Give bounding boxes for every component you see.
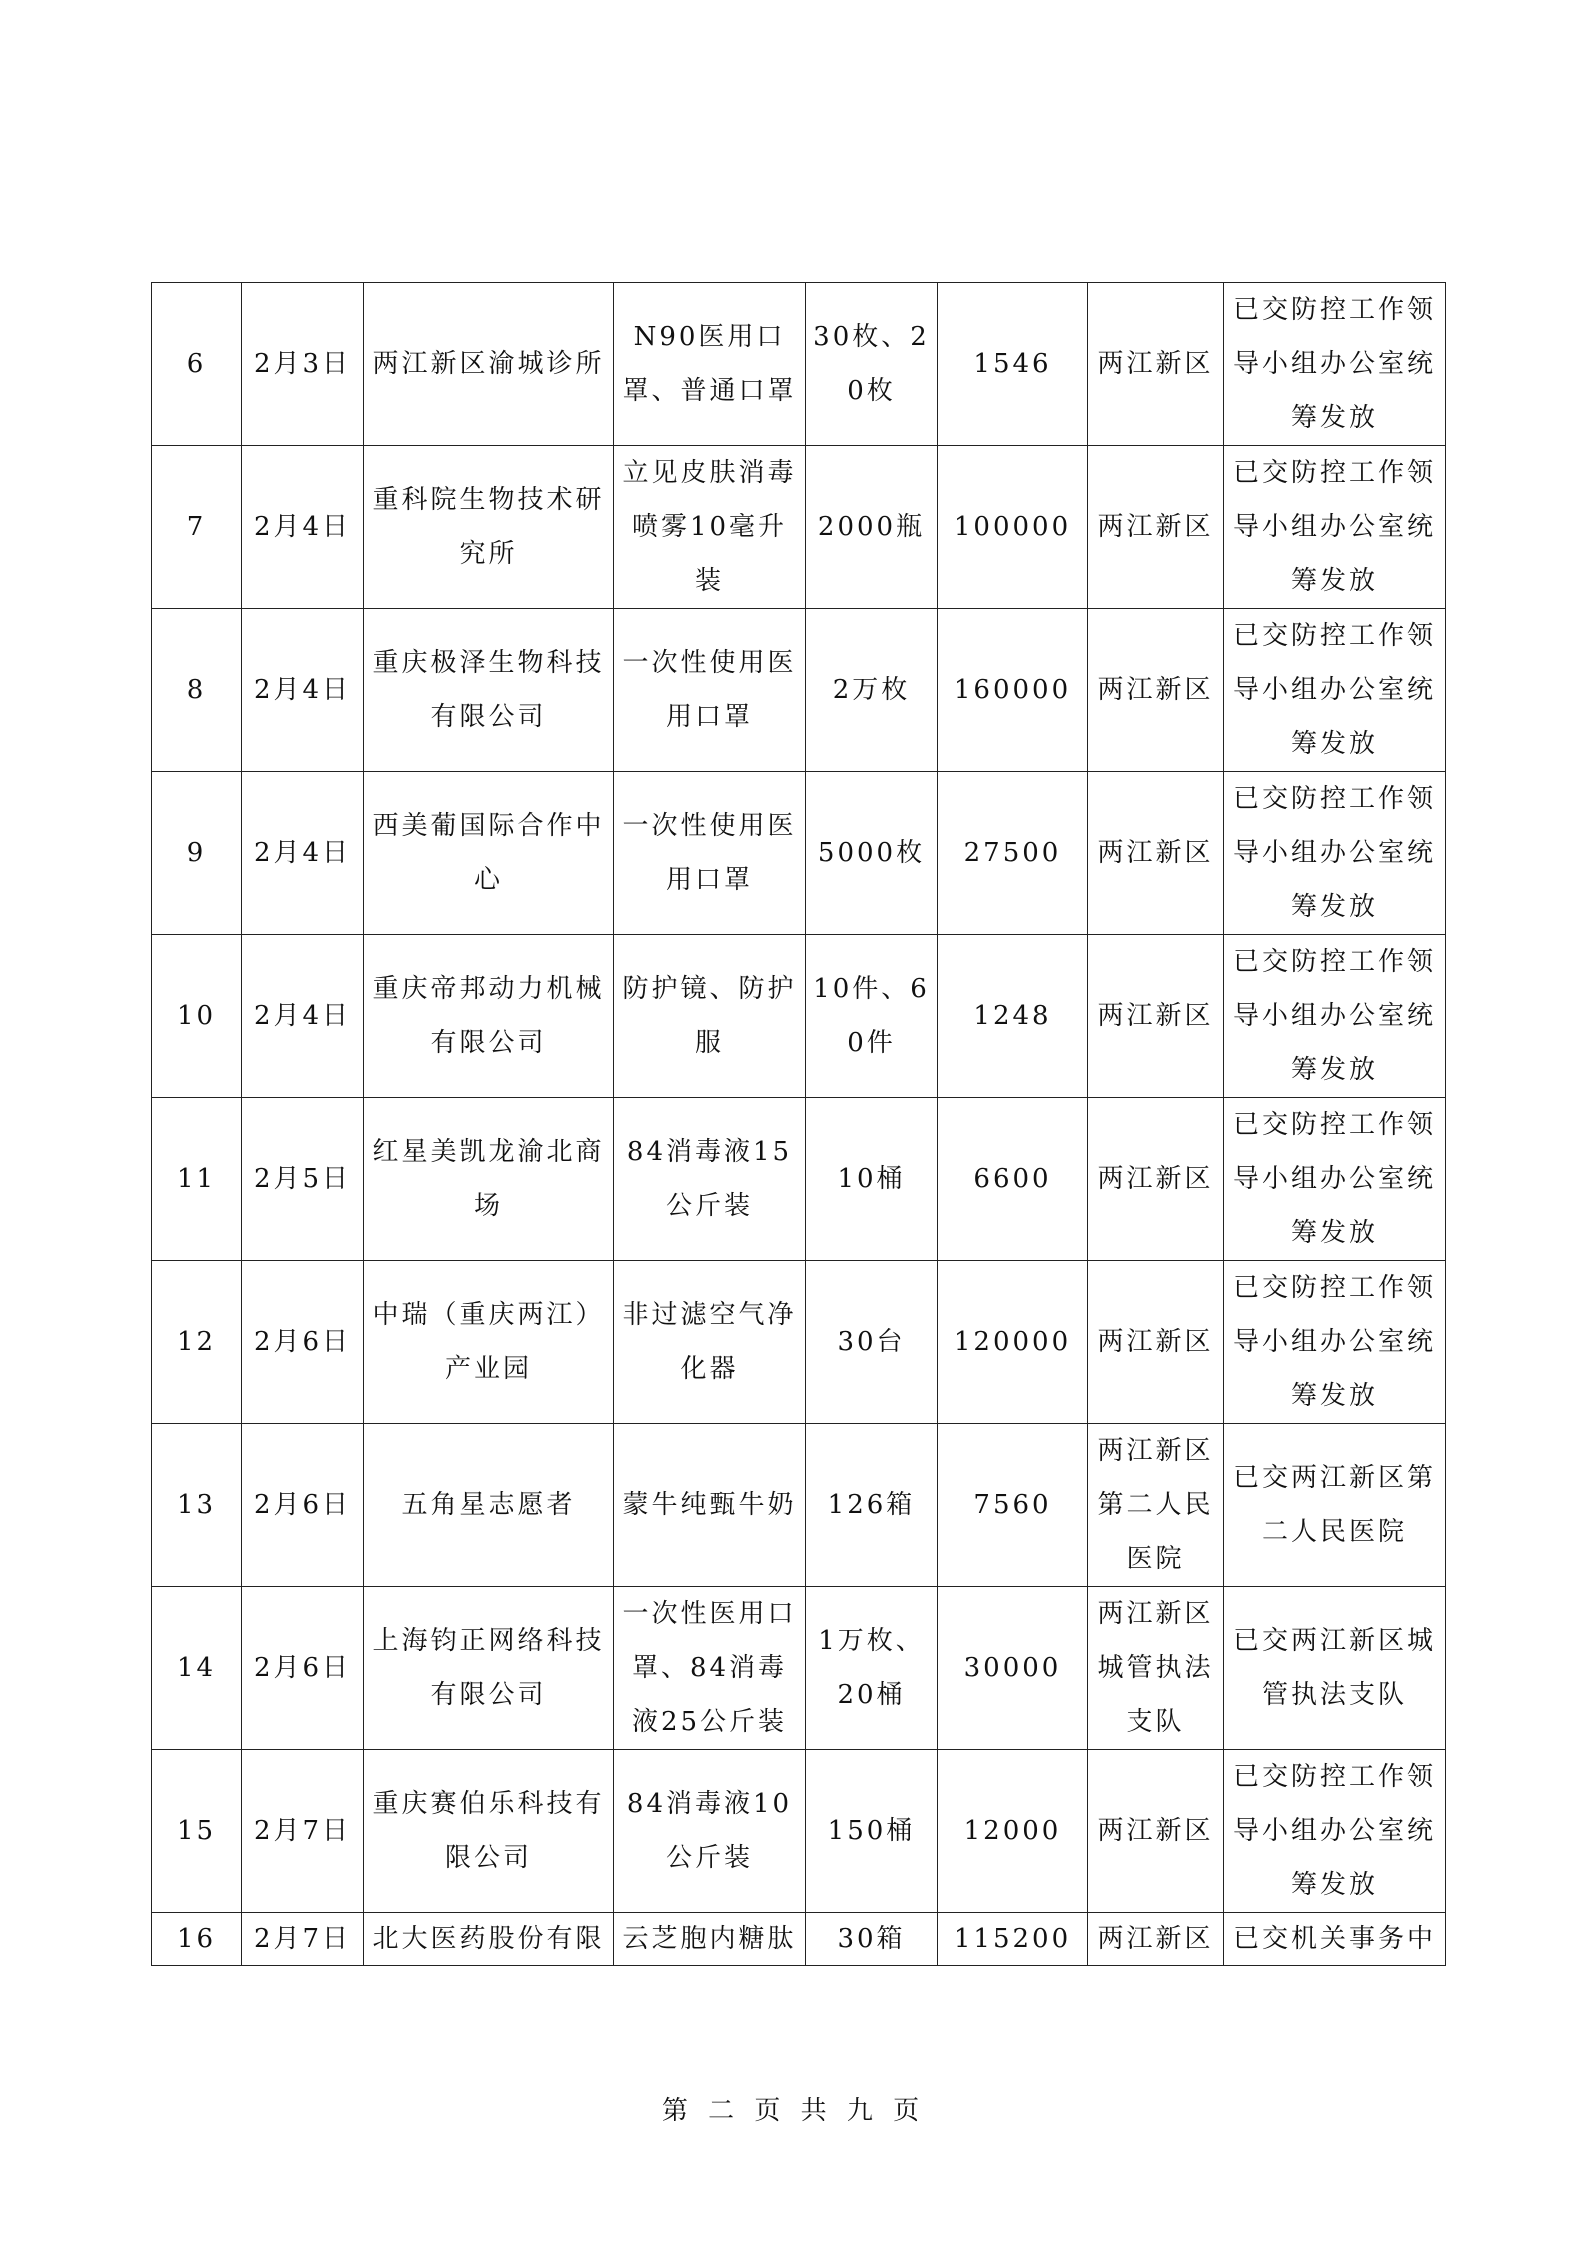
table-body [152, 283, 1446, 1966]
donor-cell: 重庆赛伯乐科技有限公司 [364, 1750, 614, 1913]
donor-cell: 中瑞（重庆两江）产业园 [364, 1261, 614, 1424]
donor-cell: 重庆极泽生物科技有限公司 [364, 609, 614, 772]
date-cell: 2月7日 [242, 1913, 364, 1966]
donor-cell: 上海钧正网络科技有限公司 [364, 1587, 614, 1750]
date-cell: 2月3日 [242, 283, 364, 446]
date-cell: 2月5日 [242, 1098, 364, 1261]
value-cell: 27500 [938, 772, 1088, 935]
row-number-cell: 11 [152, 1098, 242, 1261]
quantity-cell: 30枚、20枚 [806, 283, 938, 446]
recipient-cell: 两江新区 [1088, 1098, 1224, 1261]
date-cell: 2月6日 [242, 1424, 364, 1587]
item-cell: 蒙牛纯甄牛奶 [614, 1424, 806, 1587]
row-number-cell: 13 [152, 1424, 242, 1587]
quantity-cell: 1万枚、20桶 [806, 1587, 938, 1750]
note-cell: 已交防控工作领导小组办公室统筹发放 [1224, 772, 1446, 935]
table-row [152, 609, 1446, 772]
row-number-cell: 10 [152, 935, 242, 1098]
recipient-cell: 两江新区 [1088, 1261, 1224, 1424]
value-cell: 12000 [938, 1750, 1088, 1913]
date-cell: 2月4日 [242, 609, 364, 772]
quantity-cell: 30箱 [806, 1913, 938, 1966]
recipient-cell: 两江新区 [1088, 772, 1224, 935]
item-cell: 云芝胞内糖肽 [614, 1913, 806, 1966]
table-row [152, 283, 1446, 446]
row-number-cell: 14 [152, 1587, 242, 1750]
quantity-cell: 2万枚 [806, 609, 938, 772]
donor-cell: 西美葡国际合作中心 [364, 772, 614, 935]
item-cell: 一次性医用口罩、84消毒液25公斤装 [614, 1587, 806, 1750]
quantity-cell: 5000枚 [806, 772, 938, 935]
note-cell: 已交防控工作领导小组办公室统筹发放 [1224, 609, 1446, 772]
value-cell: 6600 [938, 1098, 1088, 1261]
recipient-cell: 两江新区城管执法支队 [1088, 1587, 1224, 1750]
recipient-cell: 两江新区 [1088, 446, 1224, 609]
date-cell: 2月6日 [242, 1261, 364, 1424]
item-cell: 防护镜、防护服 [614, 935, 806, 1098]
row-number-cell: 16 [152, 1913, 242, 1966]
row-number-cell: 6 [152, 283, 242, 446]
row-number-cell: 8 [152, 609, 242, 772]
date-cell: 2月4日 [242, 935, 364, 1098]
donor-cell: 北大医药股份有限 [364, 1913, 614, 1966]
recipient-cell: 两江新区 [1088, 283, 1224, 446]
item-cell: 一次性使用医用口罩 [614, 609, 806, 772]
note-cell: 已交机关事务中 [1224, 1913, 1446, 1966]
note-cell: 已交两江新区城管执法支队 [1224, 1587, 1446, 1750]
donation-table [151, 282, 1446, 1966]
donor-cell: 红星美凯龙渝北商场 [364, 1098, 614, 1261]
donor-cell: 五角星志愿者 [364, 1424, 614, 1587]
row-number-cell: 15 [152, 1750, 242, 1913]
table-row [152, 1261, 1446, 1424]
recipient-cell: 两江新区 [1088, 935, 1224, 1098]
item-cell: 一次性使用医用口罩 [614, 772, 806, 935]
quantity-cell: 10桶 [806, 1098, 938, 1261]
table-row [152, 1913, 1446, 1966]
value-cell: 30000 [938, 1587, 1088, 1750]
item-cell: N90医用口罩、普通口罩 [614, 283, 806, 446]
date-cell: 2月4日 [242, 772, 364, 935]
value-cell: 7560 [938, 1424, 1088, 1587]
value-cell: 100000 [938, 446, 1088, 609]
value-cell: 1546 [938, 283, 1088, 446]
quantity-cell: 2000瓶 [806, 446, 938, 609]
value-cell: 120000 [938, 1261, 1088, 1424]
note-cell: 已交防控工作领导小组办公室统筹发放 [1224, 1098, 1446, 1261]
table-row [152, 1750, 1446, 1913]
table-row [152, 446, 1446, 609]
item-cell: 非过滤空气净化器 [614, 1261, 806, 1424]
quantity-cell: 126箱 [806, 1424, 938, 1587]
note-cell: 已交防控工作领导小组办公室统筹发放 [1224, 283, 1446, 446]
value-cell: 1248 [938, 935, 1088, 1098]
row-number-cell: 9 [152, 772, 242, 935]
recipient-cell: 两江新区 [1088, 1750, 1224, 1913]
note-cell: 已交防控工作领导小组办公室统筹发放 [1224, 446, 1446, 609]
row-number-cell: 7 [152, 446, 242, 609]
recipient-cell: 两江新区 [1088, 1913, 1224, 1966]
donor-cell: 两江新区渝城诊所 [364, 283, 614, 446]
donor-cell: 重科院生物技术研究所 [364, 446, 614, 609]
note-cell: 已交防控工作领导小组办公室统筹发放 [1224, 1261, 1446, 1424]
page-footer: 第 二 页 共 九 页 [661, 2096, 926, 2126]
table-row [152, 1424, 1446, 1587]
item-cell: 84消毒液10公斤装 [614, 1750, 806, 1913]
recipient-cell: 两江新区第二人民医院 [1088, 1424, 1224, 1587]
table-row [152, 772, 1446, 935]
date-cell: 2月6日 [242, 1587, 364, 1750]
note-cell: 已交防控工作领导小组办公室统筹发放 [1224, 1750, 1446, 1913]
note-cell: 已交防控工作领导小组办公室统筹发放 [1224, 935, 1446, 1098]
item-cell: 立见皮肤消毒喷雾10毫升装 [614, 446, 806, 609]
table-row [152, 1098, 1446, 1261]
quantity-cell: 30台 [806, 1261, 938, 1424]
date-cell: 2月4日 [242, 446, 364, 609]
note-cell: 已交两江新区第二人民医院 [1224, 1424, 1446, 1587]
table-row [152, 1587, 1446, 1750]
donor-cell: 重庆帝邦动力机械有限公司 [364, 935, 614, 1098]
date-cell: 2月7日 [242, 1750, 364, 1913]
item-cell: 84消毒液15公斤装 [614, 1098, 806, 1261]
value-cell: 115200 [938, 1913, 1088, 1966]
table-row [152, 935, 1446, 1098]
recipient-cell: 两江新区 [1088, 609, 1224, 772]
quantity-cell: 10件、60件 [806, 935, 938, 1098]
value-cell: 160000 [938, 609, 1088, 772]
quantity-cell: 150桶 [806, 1750, 938, 1913]
row-number-cell: 12 [152, 1261, 242, 1424]
